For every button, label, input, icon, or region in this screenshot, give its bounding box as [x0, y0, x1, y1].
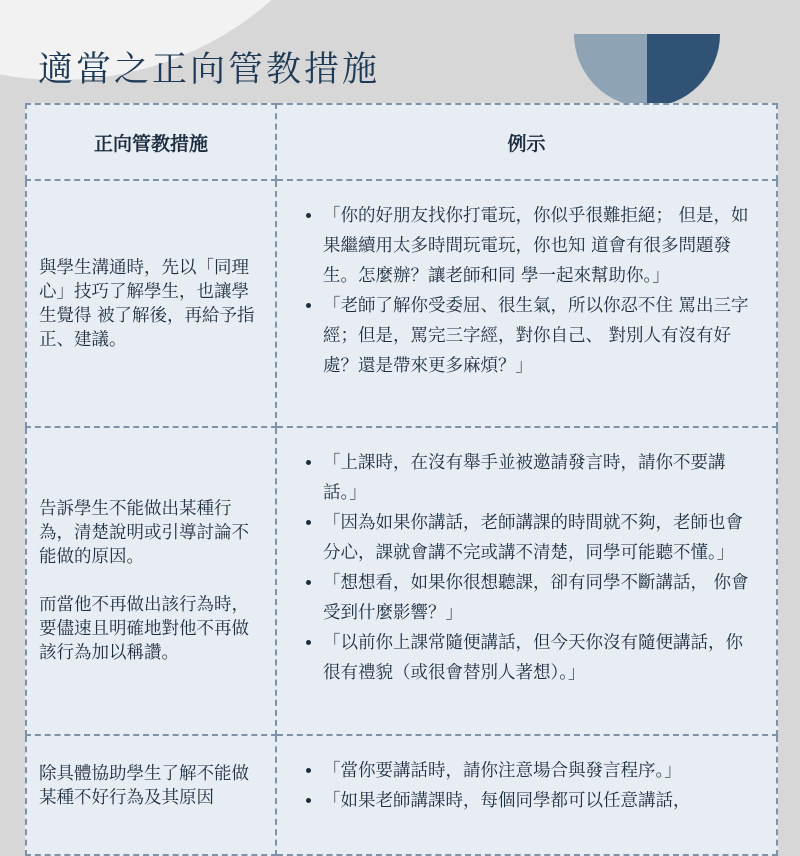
examples-cell	[276, 180, 777, 427]
table-row	[26, 427, 777, 735]
table-row	[26, 735, 777, 855]
decorative-half-circle	[574, 34, 720, 107]
example-item: • 「你的好朋友找你打電玩，你似乎很難拒絕； 但是，如果繼續用太多時間玩電玩，你也知 道會有很多問題發生。怎麼辦？讓老師和同 學一起來幫助你。」	[323, 201, 758, 291]
table-header-row	[26, 104, 777, 180]
example-item: • 「想想看，如果你很想聽課，卻有同學不斷講話， 你會受到什麼影響？」	[323, 568, 758, 628]
decorative-half-circle-right	[647, 34, 720, 107]
header-examples: 例示	[276, 104, 777, 180]
measure-cell	[26, 427, 276, 735]
examples-list	[277, 756, 758, 816]
example-item: • 「上課時，在沒有舉手並被邀請發言時，請你不要講話。」	[323, 448, 758, 508]
decorative-half-circle-left	[574, 34, 647, 107]
example-item: • 「老師了解你受委屈、很生氣，所以你忍不住 罵出三字經；但是，罵完三字經，對你自己、 對別人有沒有好處？還是帶來更多麻煩？」	[323, 291, 758, 381]
measure-cell	[26, 735, 276, 855]
measure-text: 與學生溝通時，先以「同理心」技巧了解學生，也讓學生覺得 被了解後，再給予指正、建議。	[39, 257, 255, 350]
page-title: 適當之正向管教措施	[38, 50, 381, 90]
measure-cell	[26, 180, 276, 427]
table-row	[26, 180, 777, 427]
measure-text: 除具體協助學生了解不能做某種不好行為及其原因	[39, 764, 249, 808]
example-item: • 「如果老師講課時，每個同學都可以任意講話，	[323, 786, 758, 816]
examples-list	[277, 448, 758, 688]
measure-text: 告訴學生不能做出某種行為，清楚說明或引導討論不能做的原因。	[39, 499, 249, 567]
example-item: • 「以前你上課常隨便講話，但今天你沒有隨便講話，你很有禮貌（或很會替別人著想）。」	[323, 628, 758, 688]
header-measure: 正向管教措施	[26, 104, 276, 180]
examples-cell	[276, 427, 777, 735]
measures-table	[25, 103, 778, 856]
measure-text: 而當他不再做出該行為時，要儘速且明確地對他不再做該行為加以稱讚。	[39, 595, 249, 663]
example-item: • 「因為如果你講話，老師講課的時間就不夠，老師也會分心，課就會講不完或講不清楚，同學可能聽不懂。」	[323, 508, 758, 568]
examples-list	[277, 201, 758, 381]
example-item: • 「當你要講話時，請你注意場合與發言程序。」	[323, 756, 758, 786]
examples-cell	[276, 735, 777, 855]
